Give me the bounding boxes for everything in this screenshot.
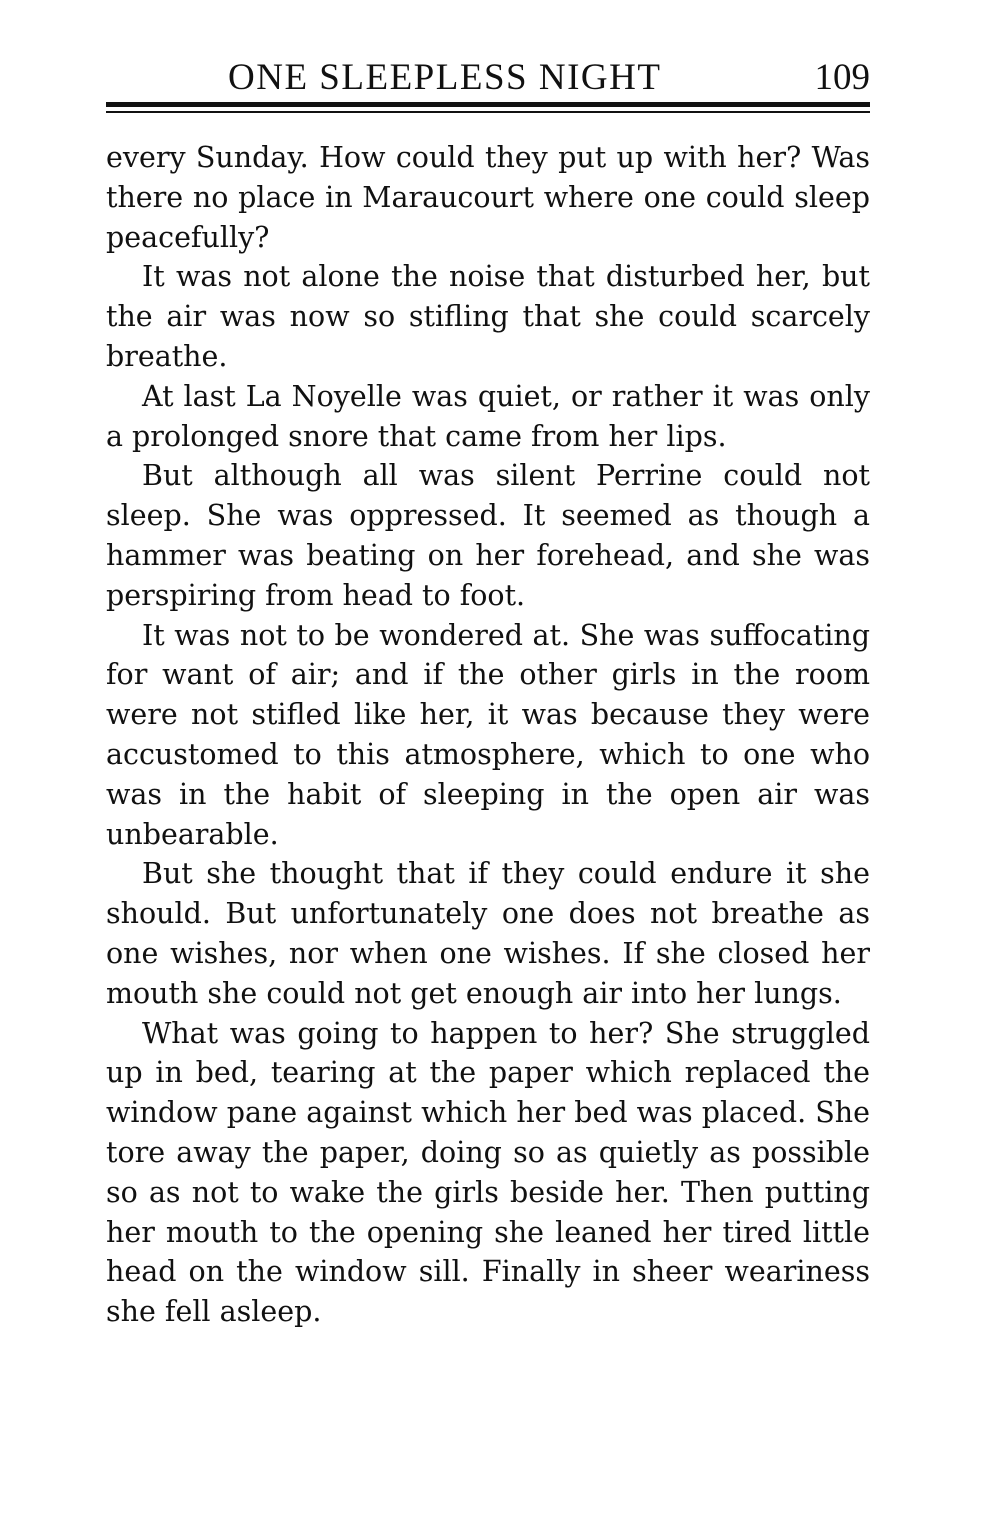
- paragraph: It was not to be wondered at. She was suffocating for want of air; and if the other girls in the room were not stifled like her, it was because they were accustomed to this atmosphere, which to one who was in the habit of sleeping in the open air was unbearable.: [106, 618, 870, 851]
- header-rule-thin: [106, 111, 870, 113]
- header-rule-thick: [106, 102, 870, 107]
- running-title: ONE SLEEPLESS NIGHT: [228, 57, 662, 98]
- paragraph: It was not alone the noise that disturbed her, but the air was now so stifling that she could scarcely breathe.: [106, 260, 870, 373]
- paragraph: But although all was silent Perrine could not sleep. She was oppressed. It seemed as though a hammer was beating on her forehead, and she was perspiring from head to foot.: [106, 459, 870, 612]
- paragraph: But she thought that if they could endure it she should. But unfortunately one does not breathe as one wishes, nor when one wishes. If she closed her mouth she could not get enough air into her lungs.: [106, 857, 870, 1010]
- book-page: [106, 52, 870, 1329]
- running-header: [106, 52, 870, 102]
- body-text: [106, 138, 870, 1332]
- paragraph: At last La Noyelle was quiet, or rather it was only a prolonged snore that came from her lips.: [106, 379, 870, 453]
- paragraph: What was going to happen to her? She struggled up in bed, tearing at the paper which replaced the window pane against which her bed was placed. She tore away the paper, doing so as quietly as possible so as not to wake the girls beside her. Then putting her mouth to the opening she leaned her tired little head on the window sill. Finally in sheer weariness she fell asleep.: [106, 1016, 870, 1329]
- page-number: 109: [814, 57, 870, 98]
- paragraph-continued: every Sunday. How could they put up with her? Was there no place in Maraucourt where one could sleep peacefully?: [106, 141, 870, 254]
